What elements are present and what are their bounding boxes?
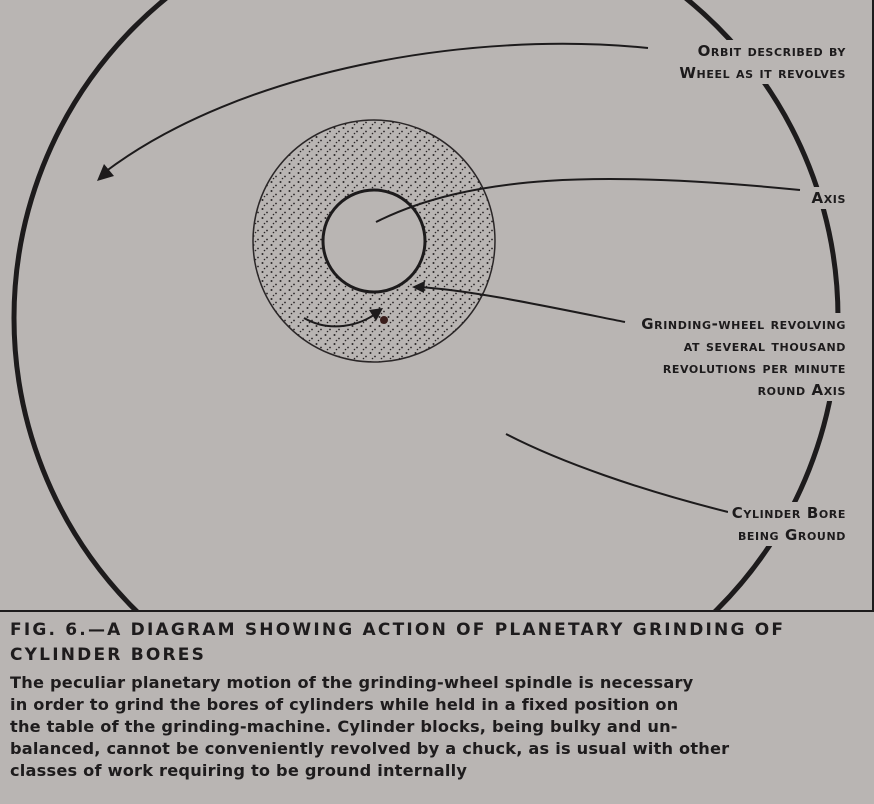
orbit-label-line: Wheel as it revolves: [679, 64, 846, 82]
caption-body-line: The peculiar planetary motion of the grinding-wheel spindle is necessary: [10, 673, 694, 692]
grinding-wheel-label-line: at several thousand: [683, 337, 846, 355]
grinding-wheel-label-line: revolutions per minute: [662, 359, 846, 377]
orbit-label-line: Orbit described by: [697, 42, 846, 60]
cylinder-bore-label-line: being Ground: [737, 526, 846, 544]
orbit-label: [675, 40, 850, 84]
caption-title: [10, 618, 866, 668]
cylinder-bore-label-line: Cylinder Bore: [731, 504, 846, 522]
wheel-centre-dot: [380, 316, 388, 324]
caption-body: [10, 672, 866, 782]
grinding-wheel-label-line: Grinding-wheel revolving: [641, 315, 846, 333]
caption-body-line: classes of work requiring to be ground internally: [10, 761, 468, 780]
grinding-wheel-hub: [323, 190, 425, 292]
grinding-wheel-label: [637, 313, 850, 401]
figure-caption: [10, 618, 866, 782]
cylinder-bore-label: [728, 502, 850, 546]
caption-body-line: in order to grind the bores of cylinders while held in a fixed position on: [10, 695, 679, 714]
axis-label-line: Axis: [811, 189, 846, 207]
caption-title-line: CYLINDER BORES: [10, 645, 207, 665]
bore-pointer-line: [506, 434, 728, 512]
caption-body-line: balanced, cannot be conveniently revolved by a chuck, as is usual with other: [10, 739, 730, 758]
caption-body-line: the table of the grinding-machine. Cylinder blocks, being bulky and un-: [10, 717, 678, 736]
caption-title-line: FIG. 6.—A DIAGRAM SHOWING ACTION OF PLANETARY GRINDING OF: [10, 620, 786, 640]
grinding-wheel-label-line: round Axis: [757, 381, 846, 399]
axis-label: [807, 187, 850, 209]
